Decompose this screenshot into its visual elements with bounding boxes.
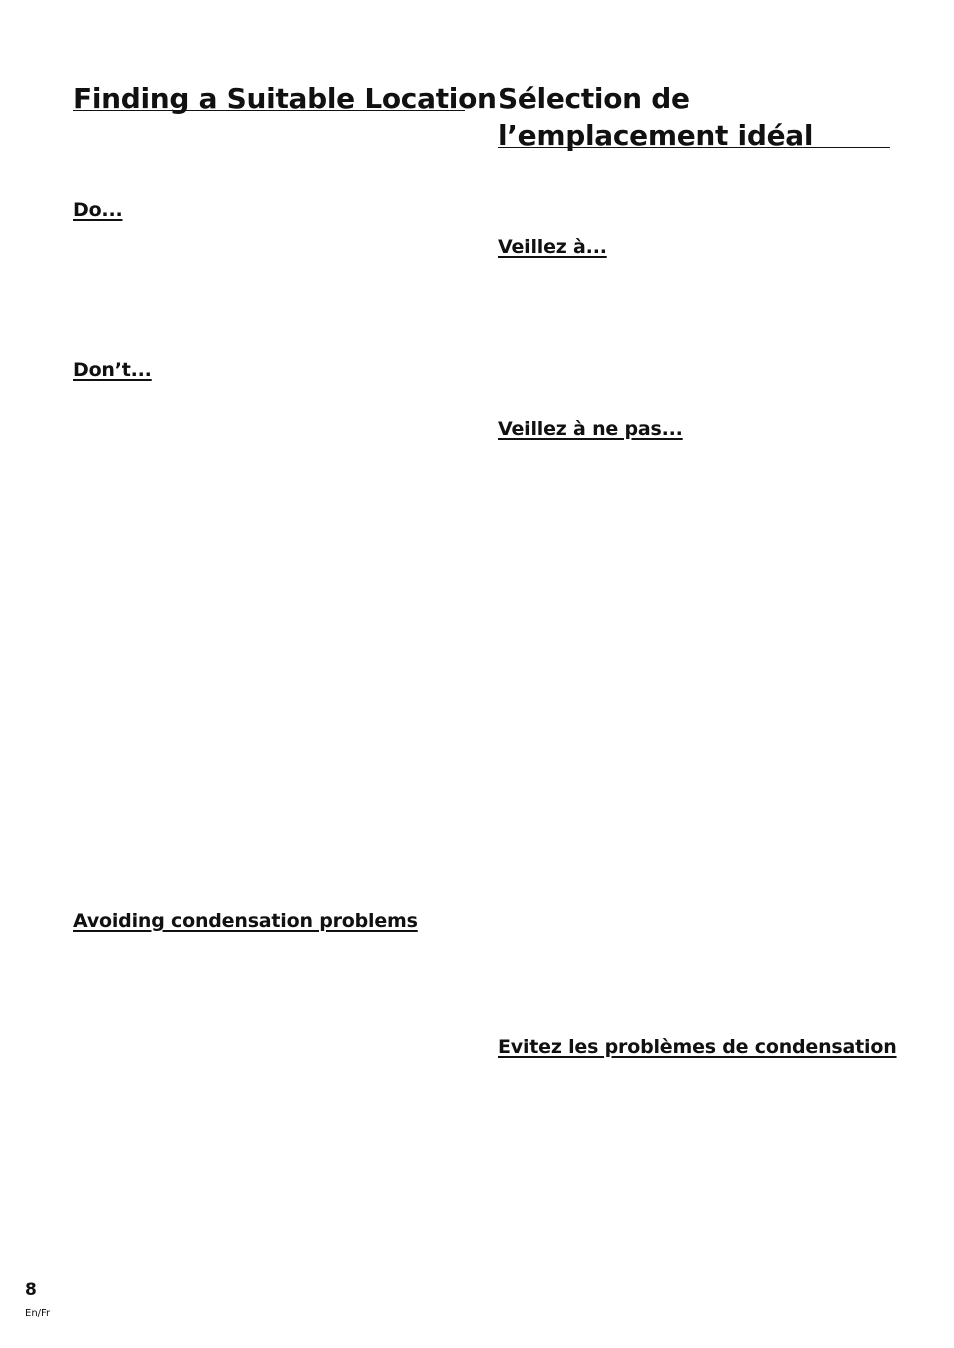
- french-dont-heading: Veillez à ne pas...: [498, 418, 683, 440]
- english-title-rule: [73, 110, 465, 111]
- french-title-rule: [498, 147, 890, 148]
- english-section-title: Finding a Suitable Location: [73, 82, 497, 115]
- language-code: En/Fr: [25, 1308, 51, 1319]
- french-do-heading: Veillez à...: [498, 236, 607, 258]
- french-section-title: [498, 80, 890, 154]
- french-title-line-2: l’emplacement idéal: [498, 119, 814, 152]
- english-dont-heading: Don’t...: [73, 359, 152, 381]
- french-title-line-1: Sélection de: [498, 82, 690, 115]
- french-condensation-heading: Evitez les problèmes de condensation: [498, 1036, 897, 1058]
- english-condensation-heading: Avoiding condensation problems: [73, 910, 418, 932]
- page-number: 8: [25, 1280, 37, 1300]
- english-do-heading: Do...: [73, 199, 123, 221]
